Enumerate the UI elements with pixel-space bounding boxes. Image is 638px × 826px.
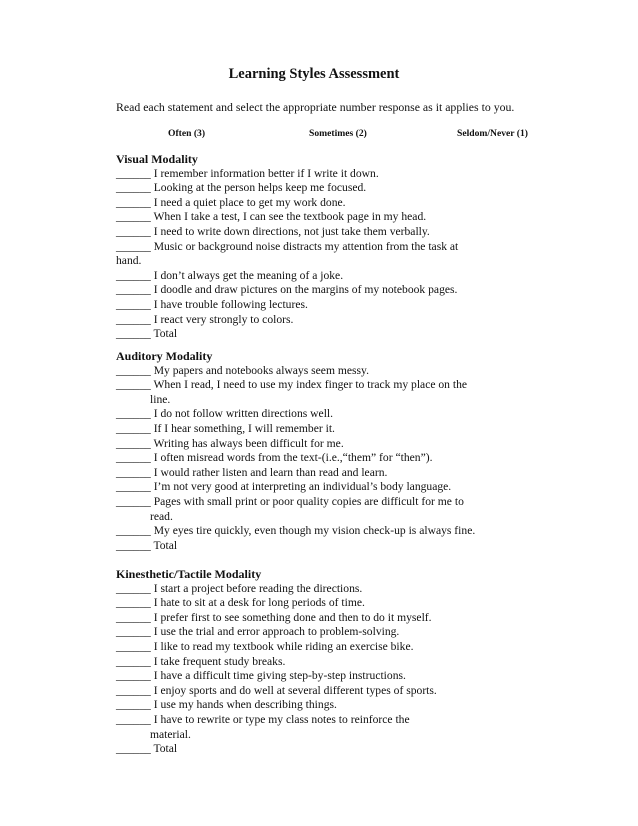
statement-text: I have to rewrite or type my class notes to reinforce the xyxy=(153,712,410,726)
response-blank[interactable]: ______ xyxy=(116,596,151,610)
statement-row xyxy=(116,240,556,255)
statement-text: I start a project before reading the directions. xyxy=(153,581,363,595)
statement-row xyxy=(116,596,556,611)
statement-text: I take frequent study breaks. xyxy=(153,654,286,668)
statement-text: I doodle and draw pictures on the margins of my notebook pages. xyxy=(153,283,458,297)
response-blank[interactable]: ______ xyxy=(116,268,151,282)
statement-row xyxy=(116,437,556,452)
statement-text: Total xyxy=(153,742,178,756)
statement-text: Writing has always been difficult for me. xyxy=(153,436,344,450)
response-blank[interactable]: ______ xyxy=(116,181,151,195)
response-blank[interactable]: ______ xyxy=(116,210,151,224)
statement-text: I remember information better if I write it down. xyxy=(153,166,379,180)
statement-row xyxy=(116,669,556,684)
response-blank[interactable]: ______ xyxy=(116,683,151,697)
response-blank[interactable]: ______ xyxy=(116,639,151,653)
statement-continuation: hand. xyxy=(116,254,142,268)
scale-often: Often (3) xyxy=(168,128,206,139)
scale-seldom-never: Seldom/Never (1) xyxy=(457,128,528,139)
statement-list xyxy=(116,364,556,554)
statement-text: Pages with small print or poor quality copies are difficult for me to xyxy=(153,494,464,508)
statement-continuation: read. xyxy=(150,509,173,523)
section-visual-modality xyxy=(116,152,556,342)
statement-text: Looking at the person helps keep me focused. xyxy=(153,181,367,195)
total-row xyxy=(116,327,556,342)
statement-row xyxy=(116,582,556,597)
statement-row xyxy=(116,524,556,539)
statement-text: I don’t always get the meaning of a joke. xyxy=(153,268,344,282)
statement-row xyxy=(116,684,556,699)
response-blank[interactable]: ______ xyxy=(116,327,151,341)
statement-continuation: material. xyxy=(150,727,191,741)
response-blank[interactable]: ______ xyxy=(116,610,151,624)
statement-row xyxy=(116,269,556,284)
scale-sometimes: Sometimes (2) xyxy=(309,128,367,139)
response-blank[interactable]: ______ xyxy=(116,224,151,238)
statement-row xyxy=(116,640,556,655)
statement-row xyxy=(116,364,556,379)
statement-text: Total xyxy=(153,538,178,552)
statement-row xyxy=(116,181,556,196)
statement-text: I react very strongly to colors. xyxy=(153,312,294,326)
response-blank[interactable]: ______ xyxy=(116,451,151,465)
statement-row xyxy=(116,225,556,240)
statement-text: I need a quiet place to get my work done. xyxy=(153,195,346,209)
statement-text: I have a difficult time giving step-by-step instructions. xyxy=(153,669,406,683)
total-row xyxy=(116,539,556,554)
response-blank[interactable]: ______ xyxy=(116,669,151,683)
response-blank[interactable]: ______ xyxy=(116,312,151,326)
response-blank[interactable]: ______ xyxy=(116,480,151,494)
statement-row xyxy=(116,407,556,422)
response-blank[interactable]: ______ xyxy=(116,712,151,726)
statement-row xyxy=(116,713,556,728)
response-blank[interactable]: ______ xyxy=(116,494,151,508)
statement-text: I’m not very good at interpreting an individual’s body language. xyxy=(153,480,452,494)
statement-text: Total xyxy=(153,327,178,341)
statement-row xyxy=(116,196,556,211)
section-heading: Kinesthetic/Tactile Modality xyxy=(116,567,262,581)
section-heading: Visual Modality xyxy=(116,152,198,166)
response-blank[interactable]: ______ xyxy=(116,166,151,180)
response-blank[interactable]: ______ xyxy=(116,407,151,421)
statement-row xyxy=(116,422,556,437)
response-blank[interactable]: ______ xyxy=(116,239,151,253)
response-blank[interactable]: ______ xyxy=(116,363,151,377)
statement-text: I hate to sit at a desk for long periods of time. xyxy=(153,596,365,610)
statement-text: Music or background noise distracts my attention from the task at xyxy=(153,239,459,253)
response-blank[interactable]: ______ xyxy=(116,654,151,668)
response-blank[interactable]: ______ xyxy=(116,581,151,595)
response-blank[interactable]: ______ xyxy=(116,378,151,392)
statement-text: I like to read my textbook while riding an exercise bike. xyxy=(153,639,414,653)
statement-text: If I hear something, I will remember it. xyxy=(153,421,335,435)
statement-text: I use the trial and error approach to problem-solving. xyxy=(153,625,400,639)
response-blank[interactable]: ______ xyxy=(116,465,151,479)
response-blank[interactable]: ______ xyxy=(116,436,151,450)
response-blank[interactable]: ______ xyxy=(116,538,151,552)
response-blank[interactable]: ______ xyxy=(116,283,151,297)
statement-row xyxy=(116,313,556,328)
response-blank[interactable]: ______ xyxy=(116,625,151,639)
statement-row xyxy=(116,625,556,640)
statement-text: I have trouble following lectures. xyxy=(153,297,308,311)
section-heading: Auditory Modality xyxy=(116,349,213,363)
statement-text: My papers and notebooks always seem messy. xyxy=(153,363,369,377)
section-kinesthetic-tactile-modality xyxy=(116,567,556,757)
statement-text: My eyes tire quickly, even though my vision check-up is always fine. xyxy=(153,524,476,538)
statement-text: I enjoy sports and do well at several different types of sports. xyxy=(153,683,437,697)
statement-list xyxy=(116,582,556,757)
statement-text: When I read, I need to use my index finger to track my place on the xyxy=(153,378,468,392)
response-blank[interactable]: ______ xyxy=(116,698,151,712)
statement-row xyxy=(116,611,556,626)
response-blank[interactable]: ______ xyxy=(116,297,151,311)
statement-row xyxy=(116,298,556,313)
statement-row xyxy=(116,698,556,713)
instructions: Read each statement and select the appropriate number response as it applies to you. xyxy=(116,100,515,114)
statement-row xyxy=(116,283,556,298)
statement-text: I often misread words from the text-(i.e.,“them” for “then”). xyxy=(153,451,433,465)
statement-row xyxy=(116,378,556,393)
response-blank[interactable]: ______ xyxy=(116,742,151,756)
statement-text: I do not follow written directions well. xyxy=(153,407,334,421)
statement-list xyxy=(116,167,556,342)
section-auditory-modality xyxy=(116,349,556,553)
statement-row xyxy=(116,495,556,510)
statement-text: I would rather listen and learn than read and learn. xyxy=(153,465,388,479)
statement-continuation: line. xyxy=(150,392,171,406)
statement-row xyxy=(116,466,556,481)
statement-text: I use my hands when describing things. xyxy=(153,698,337,712)
response-blank[interactable]: ______ xyxy=(116,195,151,209)
statement-row xyxy=(116,480,556,495)
statement-text: When I take a test, I can see the textbook page in my head. xyxy=(153,210,427,224)
statement-row xyxy=(116,167,556,182)
statement-row xyxy=(116,451,556,466)
total-row xyxy=(116,742,556,757)
statement-row xyxy=(116,210,556,225)
statement-text: I prefer first to see something done and then to do it myself. xyxy=(153,610,432,624)
response-blank[interactable]: ______ xyxy=(116,524,151,538)
statement-text: I need to write down directions, not just take them verbally. xyxy=(153,224,430,238)
page-title: Learning Styles Assessment xyxy=(228,66,400,82)
response-blank[interactable]: ______ xyxy=(116,421,151,435)
statement-row xyxy=(116,655,556,670)
